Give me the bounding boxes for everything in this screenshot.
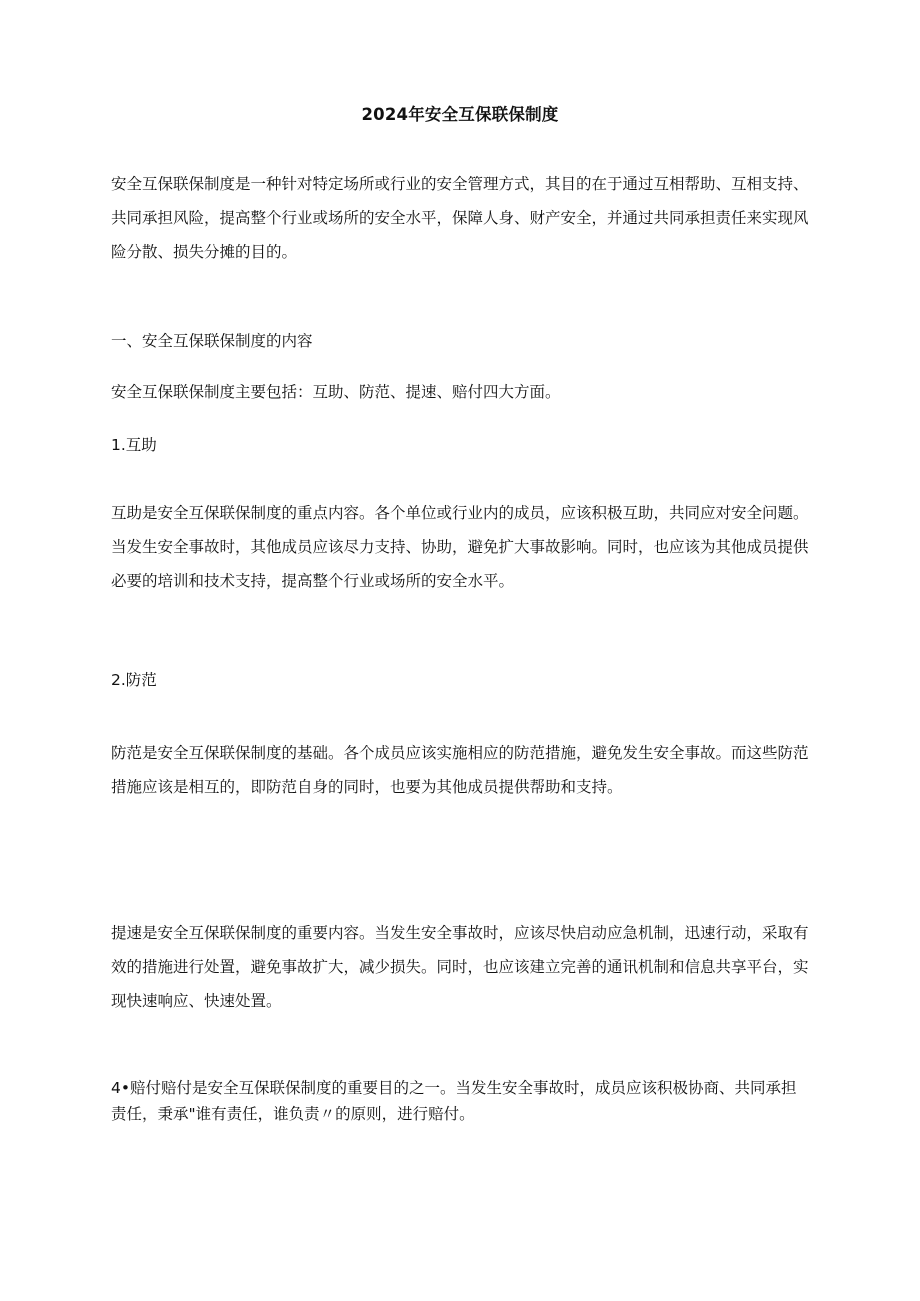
intro-paragraph: 安全互保联保制度是一种针对特定场所或行业的安全管理方式，其目的在于通过互相帮助、互相支持、共同承担风险，提高整个行业或场所的安全水平，保障人身、财产安全，并通过共同承担责任来实现风险分散、损失分摊的目的。	[111, 175, 809, 261]
compensation-paragraph: 4•赔付赔付是安全互保联保制度的重要目的之一。当发生安全事故时，成员应该积极协商、共同承担责任，秉承"谁有责任，谁负责〃的原则，进行赔付。	[111, 1079, 797, 1123]
section-intro-paragraph: 安全互保联保制度主要包括：互助、防范、提速、赔付四大方面。	[111, 383, 561, 401]
subheading-mutual-aid: 1.互助	[111, 436, 157, 454]
prevention-paragraph: 防范是安全互保联保制度的基础。各个成员应该实施相应的防范措施，避免发生安全事故。而这些防范措施应该是相互的，即防范自身的同时，也要为其他成员提供帮助和支持。	[111, 744, 809, 796]
section-heading-content: 一、安全互保联保制度的内容	[111, 332, 313, 350]
subheading-prevention: 2.防范	[111, 671, 157, 689]
mutual-aid-paragraph: 互助是安全互保联保制度的重点内容。各个单位或行业内的成员，应该积极互助，共同应对安全问题。当发生安全事故时，其他成员应该尽力支持、协助，避免扩大事故影响。同时，也应该为其他成员提供必要的培训和技术支持，提高整个行业或场所的安全水平。	[111, 504, 809, 590]
document-title: 2024年安全互保联保制度	[361, 105, 559, 124]
speed-paragraph: 提速是安全互保联保制度的重要内容。当发生安全事故时，应该尽快启动应急机制，迅速行动，采取有效的措施进行处置，避免事故扩大，减少损失。同时，也应该建立完善的通讯机制和信息共享平台，实现快速响应、快速处置。	[111, 924, 809, 1010]
